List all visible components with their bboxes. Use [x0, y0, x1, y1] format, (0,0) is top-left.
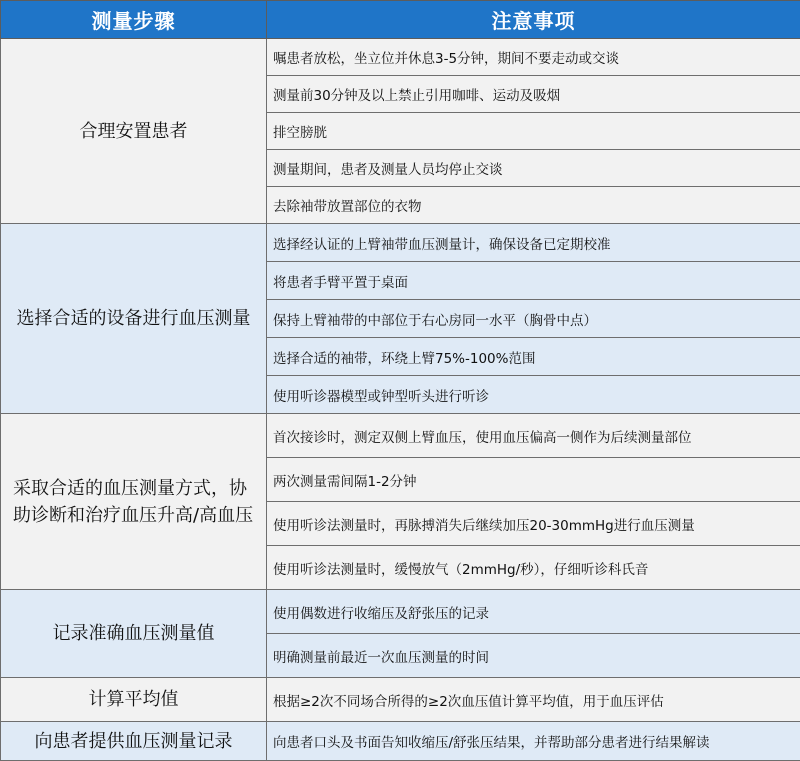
step-cell: 向患者提供血压测量记录 [1, 722, 267, 761]
note-cell: 测量前30分钟及以上禁止引用咖啡、运动及吸烟 [267, 76, 800, 113]
step-cell: 采取合适的血压测量方式，协助诊断和治疗血压升高/高血压 [1, 414, 267, 590]
step-cell: 选择合适的设备进行血压测量 [1, 224, 267, 414]
note-cell: 保持上臂袖带的中部位于右心房同一水平（胸骨中点） [267, 300, 800, 338]
note-cell: 选择经认证的上臂袖带血压测量计，确保设备已定期校准 [267, 224, 800, 262]
note-cell: 去除袖带放置部位的衣物 [267, 187, 800, 224]
note-cell: 测量期间，患者及测量人员均停止交谈 [267, 150, 800, 187]
note-cell: 使用听诊法测量时，缓慢放气（2mmHg/秒），仔细听诊科氏音 [267, 546, 800, 590]
table-row [1, 414, 800, 458]
note-cell: 明确测量前最近一次血压测量的时间 [267, 634, 800, 678]
note-cell: 根据≥2次不同场合所得的≥2次血压值计算平均值，用于血压评估 [267, 678, 800, 722]
header-step: 测量步骤 [1, 1, 267, 39]
note-cell: 将患者手臂平置于桌面 [267, 262, 800, 300]
note-cell: 排空膀胱 [267, 113, 800, 150]
table-row [1, 678, 800, 722]
table-row [1, 39, 800, 76]
note-cell: 嘱患者放松，坐立位并休息3-5分钟，期间不要走动或交谈 [267, 39, 800, 76]
note-cell: 两次测量需间隔1-2分钟 [267, 458, 800, 502]
table-row [1, 590, 800, 634]
step-cell: 记录准确血压测量值 [1, 590, 267, 678]
note-cell: 使用偶数进行收缩压及舒张压的记录 [267, 590, 800, 634]
note-cell: 选择合适的袖带，环绕上臂75%-100%范围 [267, 338, 800, 376]
note-cell: 使用听诊器模型或钟型听头进行听诊 [267, 376, 800, 414]
note-cell: 向患者口头及书面告知收缩压/舒张压结果，并帮助部分患者进行结果解读 [267, 722, 800, 761]
step-cell: 计算平均值 [1, 678, 267, 722]
note-cell: 使用听诊法测量时，再脉搏消失后继续加压20-30mmHg进行血压测量 [267, 502, 800, 546]
table-row [1, 224, 800, 262]
header-note: 注意事项 [267, 1, 800, 39]
note-cell: 首次接诊时，测定双侧上臂血压，使用血压偏高一侧作为后续测量部位 [267, 414, 800, 458]
header-row [1, 1, 800, 39]
table-row [1, 722, 800, 761]
step-cell: 合理安置患者 [1, 39, 267, 224]
